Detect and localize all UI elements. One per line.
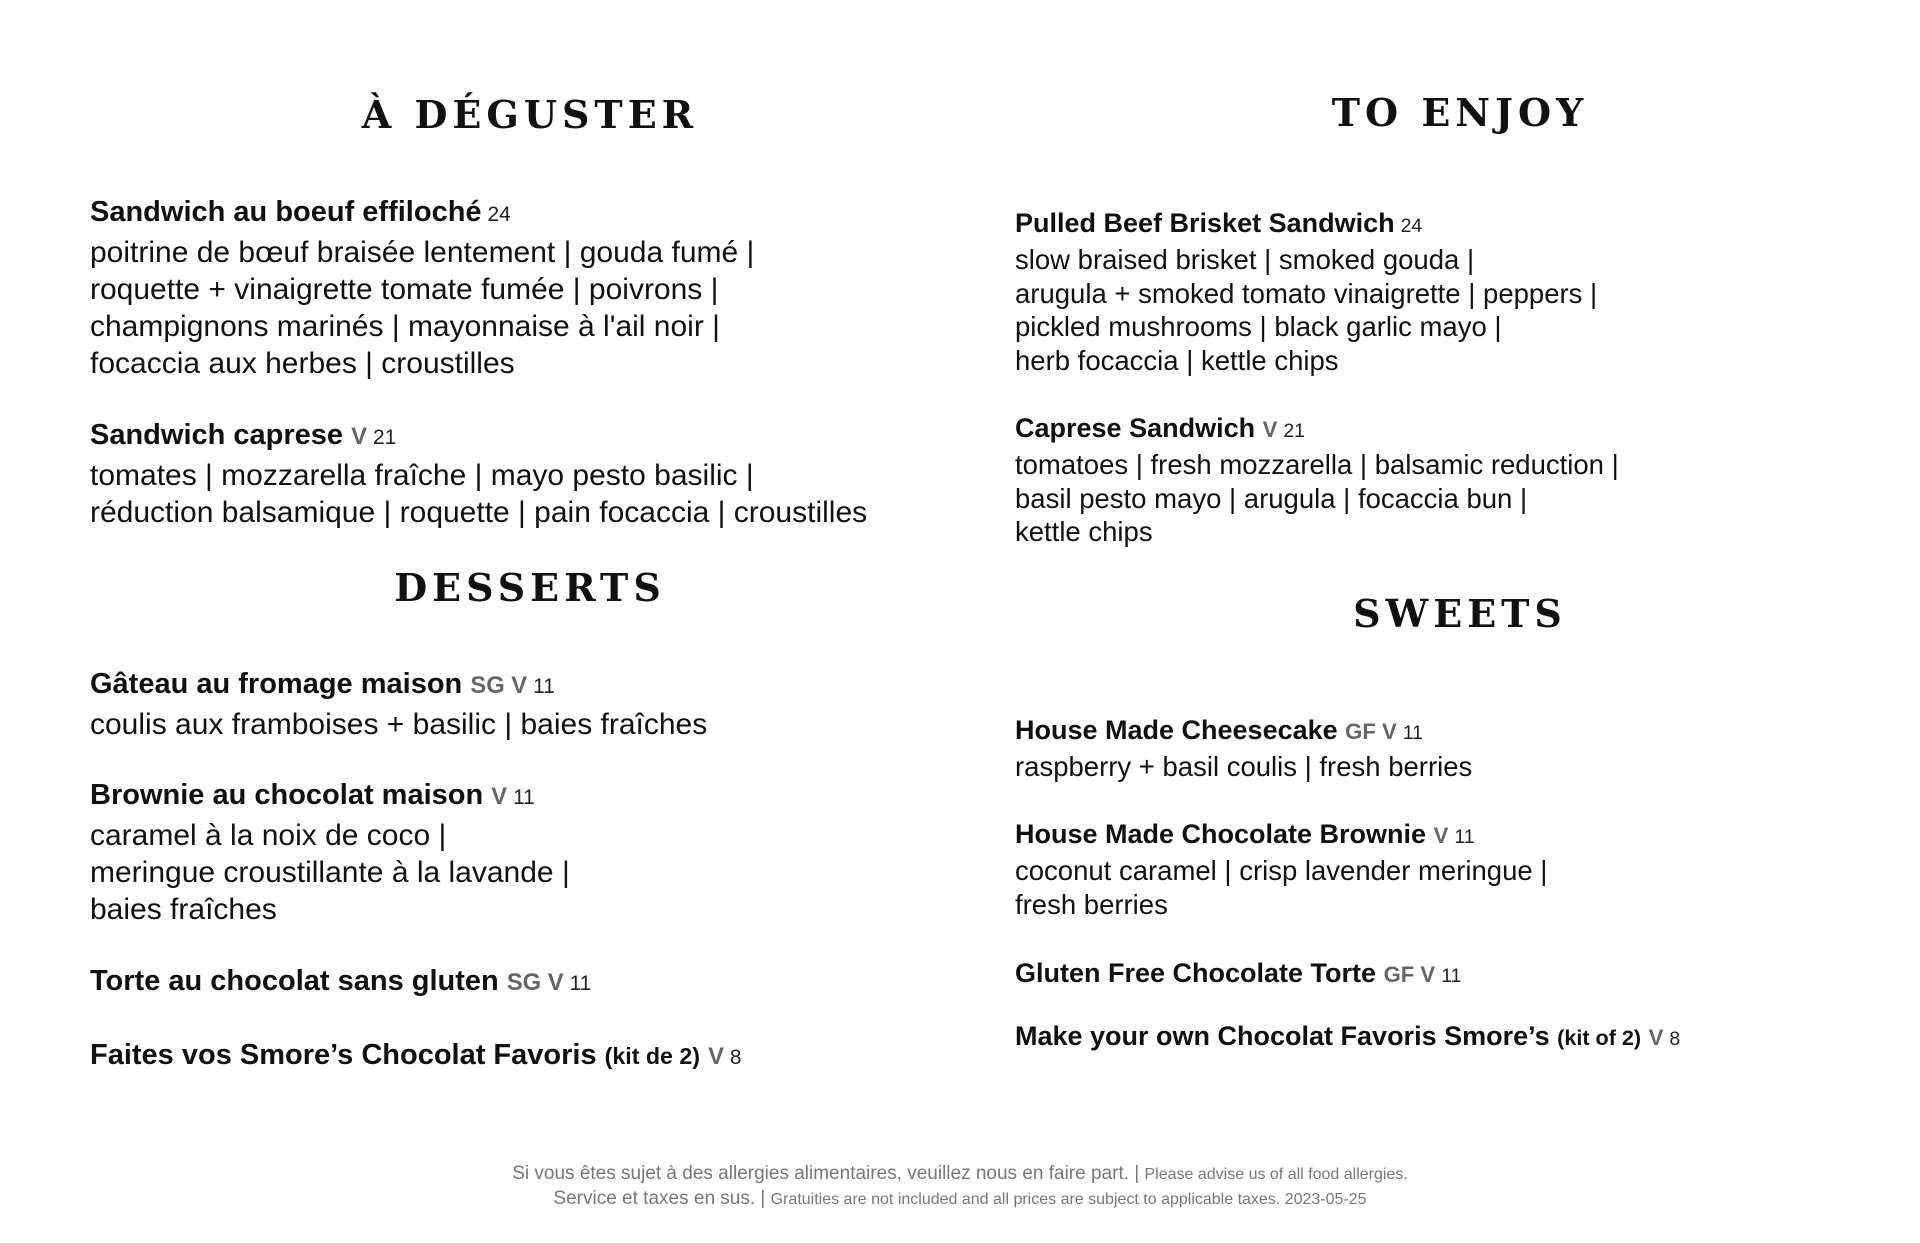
item-price: 21: [372, 426, 397, 449]
dietary-tag: V: [351, 423, 367, 450]
description-line: coconut caramel | crisp lavender meringue |: [1015, 855, 1548, 886]
item-name-line: [90, 416, 867, 457]
description-line: raspberry + basil coulis | fresh berries: [1015, 751, 1473, 782]
description-line: poitrine de bœuf braisée lentement | gouda fumé |: [90, 236, 755, 269]
item-name: Gluten Free Chocolate Torte: [1015, 958, 1377, 988]
footer-line-1: [0, 1162, 1920, 1187]
heading-desserts: DESSERTS: [394, 565, 666, 610]
dietary-tag: GF V: [1345, 719, 1397, 744]
item-description: [90, 706, 707, 743]
item-description: [1015, 854, 1547, 921]
tax-note-fr: Service et taxes en sus. |: [553, 1188, 766, 1209]
menu-item: [1015, 411, 1619, 549]
item-name-line: [1015, 956, 1461, 993]
menu-item: [90, 416, 867, 531]
dietary-tag: V: [1262, 417, 1278, 442]
english-menu-column: [1015, 0, 1915, 1100]
item-description: [1015, 243, 1597, 377]
description-line: meringue croustillante à la lavande |: [90, 856, 570, 889]
footer-line-2: [0, 1187, 1920, 1212]
menu-item: [1015, 1019, 1680, 1056]
item-price: 11: [1441, 965, 1462, 987]
item-name: Pulled Beef Brisket Sandwich: [1015, 208, 1395, 238]
item-name: Torte au chocolat sans gluten: [90, 965, 499, 997]
item-price: 11: [513, 786, 535, 809]
item-name-line: [1015, 411, 1619, 448]
menu-item: [90, 962, 591, 1003]
item-name: Caprese Sandwich: [1015, 413, 1256, 443]
menu-item: [1015, 206, 1597, 377]
menu-item: [1015, 817, 1547, 921]
item-price: 8: [729, 1046, 742, 1069]
heading-a-deguster: À DÉGUSTER: [361, 92, 699, 137]
menu-item: [90, 776, 570, 928]
tax-note-en: Gratuities are not included and all prices are subject to applicable taxes. 2023-05-25: [770, 1191, 1367, 1208]
menu-item: [90, 1036, 742, 1077]
item-description: [90, 457, 867, 531]
item-name-line: [1015, 713, 1472, 750]
item-price: 21: [1283, 420, 1305, 442]
item-price: 24: [1400, 215, 1423, 237]
dietary-tag: V: [708, 1043, 724, 1070]
item-description: [90, 817, 570, 928]
dietary-tag: GF V: [1383, 962, 1436, 987]
item-name-line: [1015, 206, 1597, 243]
item-name-line: [90, 962, 591, 1003]
kit-label: (kit de 2): [604, 1043, 700, 1069]
description-line: roquette + vinaigrette tomate fumée | poivrons |: [90, 273, 719, 306]
item-name: Sandwich au boeuf effiloché: [90, 196, 482, 228]
description-line: herb focaccia | kettle chips: [1015, 344, 1339, 376]
dietary-tag: SG V: [470, 672, 528, 699]
item-price: 24: [487, 203, 511, 226]
item-description: [1015, 750, 1472, 784]
description-line: focaccia aux herbes | croustilles: [90, 347, 515, 380]
item-price: 11: [1454, 826, 1475, 848]
dietary-tag: SG V: [506, 969, 564, 996]
description-line: coulis aux framboises + basilic | baies fraîches: [90, 708, 708, 741]
item-description: [90, 234, 754, 382]
heading-to-enjoy: TO ENJOY: [1331, 90, 1589, 135]
item-price: 11: [533, 675, 555, 698]
menu-item: [1015, 956, 1461, 993]
item-price: 11: [1402, 722, 1423, 744]
menu-item: [90, 665, 707, 743]
description-line: caramel à la noix de coco |: [90, 819, 447, 852]
item-name-line: [90, 1036, 742, 1077]
item-price: 8: [1669, 1028, 1681, 1050]
item-name: Sandwich caprese: [90, 419, 344, 451]
item-price: 11: [569, 972, 592, 995]
description-line: kettle chips: [1015, 516, 1153, 547]
description-line: tomatoes | fresh mozzarella | balsamic reduction |: [1015, 449, 1619, 480]
item-name: Make your own Chocolat Favoris Smore’s: [1015, 1021, 1550, 1051]
dietary-tag: V: [491, 783, 508, 810]
french-menu-column: [90, 0, 990, 1100]
menu-item: [90, 193, 754, 382]
description-line: fresh berries: [1015, 888, 1168, 920]
item-name: House Made Chocolate Brownie: [1015, 819, 1427, 849]
description-line: champignons marinés | mayonnaise à l'ail noir |: [90, 310, 720, 343]
description-line: pickled mushrooms | black garlic mayo |: [1015, 311, 1502, 342]
description-line: slow braised brisket | smoked gouda |: [1015, 244, 1475, 275]
description-line: tomates | mozzarella fraîche | mayo pesto basilic |: [90, 459, 754, 492]
heading-sweets: SWEETS: [1353, 591, 1567, 636]
item-name-line: [1015, 1019, 1680, 1056]
description-line: basil pesto mayo | arugula | focaccia bun |: [1015, 482, 1528, 514]
description-line: arugula + smoked tomato vinaigrette | peppers |: [1015, 277, 1598, 309]
item-name-line: [1015, 817, 1547, 854]
item-description: [1015, 448, 1619, 549]
item-name-line: [90, 193, 754, 234]
description-line: réduction balsamique | roquette | pain focaccia | croustilles: [90, 496, 868, 529]
item-name: Faites vos Smore’s Chocolat Favoris: [90, 1039, 597, 1071]
description-line: baies fraîches: [90, 893, 277, 926]
item-name: Brownie au chocolat maison: [90, 779, 484, 811]
dietary-tag: V: [1433, 823, 1449, 848]
item-name-line: [90, 665, 707, 706]
item-name-line: [90, 776, 570, 817]
kit-label: (kit of 2): [1557, 1025, 1642, 1050]
item-name: House Made Cheesecake: [1015, 715, 1338, 745]
item-name: Gâteau au fromage maison: [90, 668, 463, 700]
menu-item: [1015, 713, 1472, 784]
dietary-tag: V: [1648, 1025, 1664, 1050]
footer-note: [0, 1162, 1920, 1212]
allergy-note-en: Please advise us of all food allergies.: [1144, 1166, 1408, 1183]
allergy-note-fr: Si vous êtes sujet à des allergies alimentaires, veuillez nous en faire part. |: [512, 1163, 1140, 1184]
